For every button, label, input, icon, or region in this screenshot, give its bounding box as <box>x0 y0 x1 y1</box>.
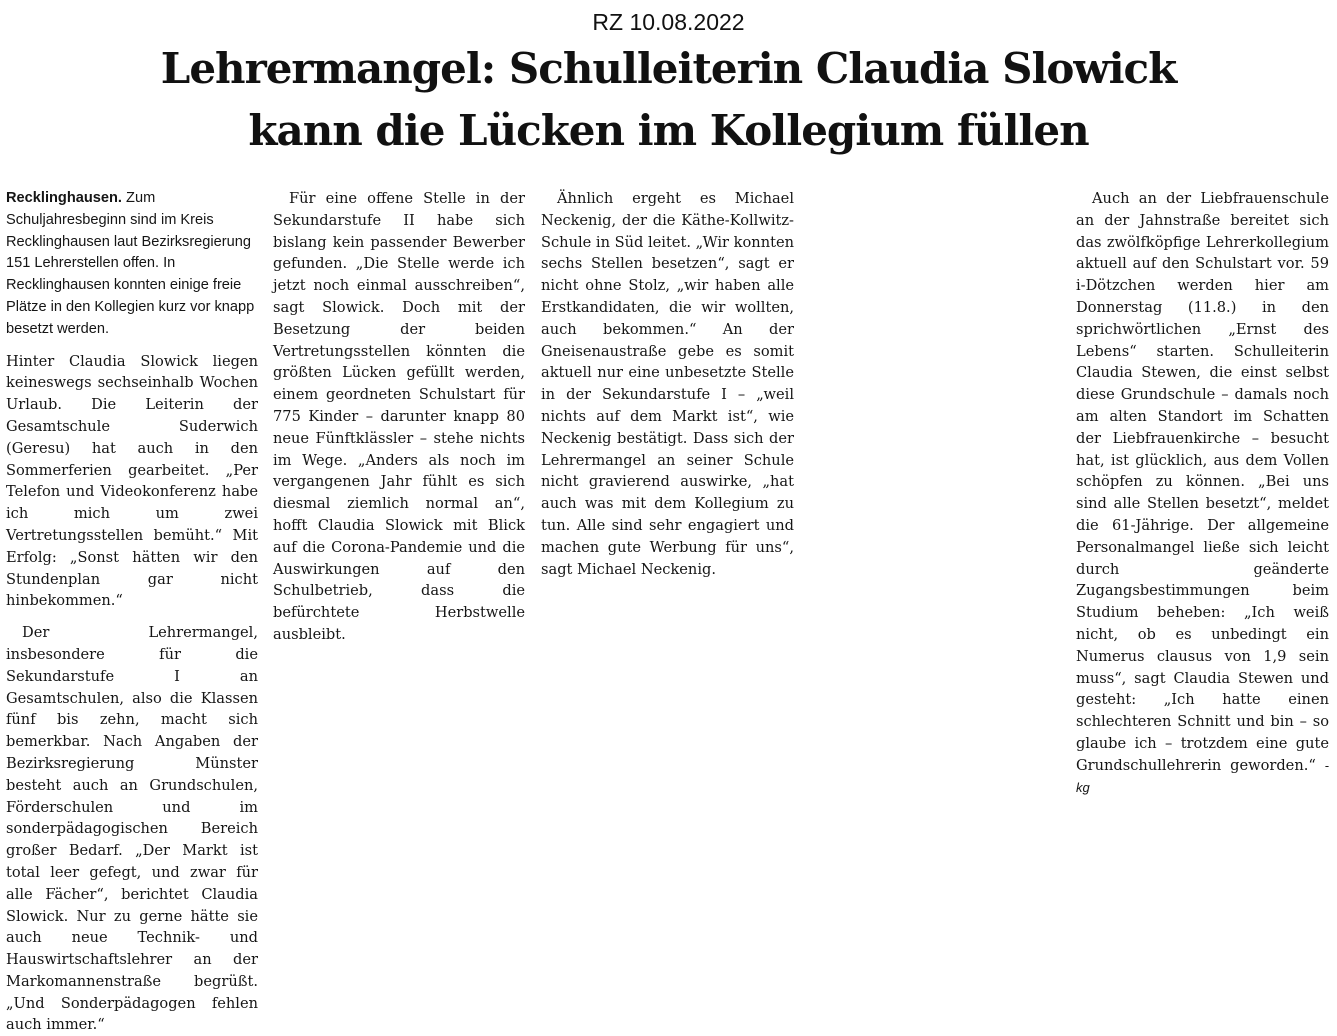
lead-text: Zum Schuljahresbeginn sind im Kreis Recklinghausen laut Bezirksregierung 151 Lehrerstellen offen. In Recklinghausen konnten einige freie Plätze in den Kollegien kurz vor knapp besetzt werden. <box>6 190 255 337</box>
lead-paragraph <box>6 188 258 341</box>
source-date-line: RZ 10.08.2022 <box>592 9 745 35</box>
column-4 <box>809 188 1062 726</box>
paragraph-5 <box>1076 188 1329 798</box>
paragraph-2-text: Der Lehrermangel, insbesondere für die Sekundarstufe I an Gesamtschulen, also die Klassen fünf bis zehn, macht sich bemerkbar. Nach Angaben der Bezirksregierung Münster besteht auch an Grundschulen, Förderschulen und im sonderpädagogischen Bereich großer Bedarf. „Der Markt ist total leer gefegt, und zwar für alle Fächer“, berichtet Claudia Slowick. Nur zu gerne hätte sie auch neue Technik- und Hauswirtschaftslehrer an der Markomannenstraße begrüßt. „Und Sonderpädagogen fehlen auch immer.“ <box>6 624 258 1034</box>
headline-line-2: kann die Lücken im Kollegium füllen <box>248 106 1089 155</box>
paragraph-1: Hinter Claudia Slowick liegen keineswegs sechseinhalb Wochen Urlaub. Die Leiterin der Gesamtschule Suderwich (Geresu) hat auch in den Sommerferien gearbeitet. „Per Telefon und Videokonferenz habe ich mich um zwei Vertretungsstellen bemüht.“ Mit Erfolg: „Sonst hätten wir den Stundenplan gar nicht hinbekommen.“ <box>6 352 258 610</box>
paragraph-2 <box>6 622 258 1036</box>
paragraph-4: Ähnlich ergeht es Michael Neckenig, der die Käthe-Kollwitz-Schule in Süd leitet. „Wir konnten sechs Stellen besetzen“, sagt er nicht ohne Stolz, „wir haben alle Erstkandidaten, die wir wollten, auch bekommen.“ An der Gneisenaustraße gebe es somit aktuell nur eine unbesetzte Stelle in der Sekundarstufe I – „weil nichts auf dem Markt ist“, wie Neckenig bestätigt. Dass sich der Lehrermangel an seiner Schule nicht gravierend auswirke, „hat auch was mit dem Kollegium zu tun. Alle sind sehr engagiert und machen gute Werbung für uns“, sagt Michael Neckenig. <box>541 190 795 578</box>
headline <box>0 38 1337 162</box>
column-1 <box>6 188 258 1034</box>
column-5 <box>1076 188 1329 795</box>
dateline: Recklinghausen. <box>6 190 122 206</box>
author-signature: -kg <box>1076 757 1329 795</box>
column-3 <box>541 188 794 726</box>
paragraph-3: Für eine offene Stelle in der Sekundarstufe II habe sich bislang kein passender Bewerber gefunden. „Die Stelle werde ich jetzt noch einmal ausschreiben“, sagt Slowick. Doch mit der Besetzung der beiden Vertretungsstellen könnten die größten Lücken gefüllt werden, einem geordneten Schulstart für 775 Kinder – darunter knapp 80 neue Fünftklässler – stehe nichts im Wege. „Anders als noch im vergangenen Jahr fühlt es sich diesmal ziemlich normal an“, hofft Claudia Slowick mit Blick auf die Corona-Pandemie und die Auswirkungen auf den Schulbetrieb, dass die befürchtete Herbstwelle ausbleibt. <box>273 190 525 643</box>
headline-line-1: Lehrermangel: Schulleiterin Claudia Slowick <box>160 44 1177 93</box>
column-2 <box>273 188 525 726</box>
paragraph-5-text: Auch an der Liebfrauenschule an der Jahnstraße bereitet sich das zwölfköpfige Lehrerkollegium aktuell auf den Schulstart vor. 59 i-Dötzchen werden hier am Donnerstag (11.8.) in den sprichwörtlichen „Ernst des Lebens“ starten. Schulleiterin Claudia Stewen, die einst selbst diese Grundschule – damals noch am alten Standort im Schatten der Liebfrauenkirche – besucht hat, ist glücklich, aus dem Vollen schöpfen zu können. „Bei uns sind alle Stellen besetzt“, meldet die 61-Jährige. Der allgemeine Personalmangel ließe sich leicht durch geänderte Zugangsbestimmungen beim Studium beheben: „Ich weiß nicht, ob es unbedingt ein Numerus clausus von 1,9 sein muss“, sagt Claudia Stewen und gesteht: „Ich hatte einen schlechteren Schnitt und bin – so glaube ich – trotzdem eine gute Grundschullehrerin geworden.“ <box>1076 190 1329 774</box>
